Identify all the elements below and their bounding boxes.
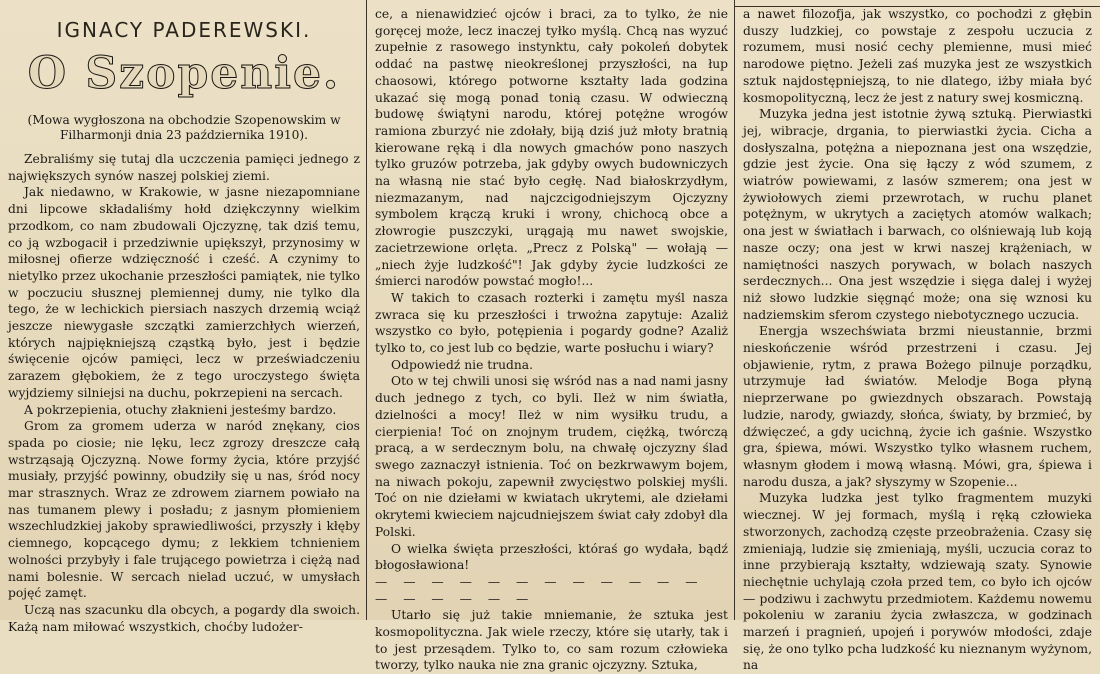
article-title: O Szopenie. (27, 48, 341, 99)
paragraph: Grom za gromem uderza w naród znękany, cios spada po ciosie; nie lęku, lecz zgrozy dreszcze całą wstrząsają Ojczyzną. Nowe formy życia, które przyjść musiały, przyjść powinny, obudziły się u nas, śród nocy mar strasznych. Wraz ze zdrowem ziarnem powiało na nas tumanem plewy i posładu; z jasnym płomieniem wszechludzkiej jakoby sprawiedliwości, przyszły i kłęby ciemnego, kopcącego dymu; z lekkiem tchnieniem wolności przybyły i fale trującego powietrza i ciężą nad nami bolesnie. W sercach nielad uczuć, w umysłach pojęć zamęt. (8, 419, 360, 601)
paragraph: ce, a nienawidzieć ojców i braci, za to tylko, że nie goręcej może, lecz inaczej tyłko myślą. Chcą nas wyzuć zupełnie z rasowego instynktu, cały pokoleń dobytek oddać na pastwę nieokreślonej przyszłości, na łup chaosowi, którego potworne kształty lada godzina ukazać się mogą ponad tonią czasu. W odwieczną budowę świątyni narodu, której potężne wrogów ramiona zburzyć nie zdołały, biją dziś już młoty bratnią kierowane ręką i dla nowych gmachów pono naszych tylko gruzów potrzeba, jak gdyby owych budowniczych na własną nie stać było cegłę. Nad białoskrzydłym, niezmazanym, nad najczcigodniejszym Ojczyzny symbolem krączą kruki i wrony, chichocą obce a złowrogie puszczyki, urągają mu nawet swojskie, zacietrzewione orlęta. „Precz z Polską" — wołają — „niech żyje ludzkość"! Jak gdyby życie ludzkości ze śmierci narodów powstać mogło!... (375, 7, 728, 289)
paragraph: Zebraliśmy się tutaj dla uczczenia pamięci jednego z największych synów naszej polskiej ziemi. (8, 152, 360, 183)
author-name: IGNACY PADEREWSKI. (56, 18, 312, 42)
paragraph: a nawet filozofja, jak wszystko, co pochodzi z głębin duszy ludzkiej, co powstaje z zespołu uczucia z rozumem, musi nosić cechy plemienne, musi mieć narodowe piętno. Jeżeli zaś muzyka jest ze wszystkich sztuk najdostępniejszą, to nie dlatego, iżby miała być kosmopolityczną, lecz że jest z natury swej kosmiczną. (743, 7, 1092, 105)
paragraph: W takich to czasach rozterki i zamętu myśl nasza zwraca się ku przeszłości i trwożna zapytuje: Azaliż wszystko co było, potępienia i pogardy godne? Azaliż tylko to, co jest lub co będzie, warte posłuchu i wiary? (375, 290, 728, 356)
paragraph: Oto w tej chwili unosi się wśród nas a nad nami jasny duch jednego z tych, co byli. Ileż w nim światła, dzielności a mocy! Ileż w nim wysiłku trudu, a cierpienia! Toć on znojnym trudem, ciężką, twórczą pracą, a w serdecznym bolu, na chwałę ojczyzny ślad swego zaznaczył istnienia. Toć on bezkrwawym bojem, na niwach pokoju, zapewnił zwycięstwo polskiej myśli. Toć on nie dziełami w kwiatach ukrytemi, ale dziełami okrytemi kwieciem najcudniejszem świat cały zdobył dla Polski. (375, 374, 728, 539)
paragraph: A pokrzepienia, otuchy złaknieni jesteśmy bardzo. (24, 402, 337, 417)
paragraph: O wielka święta przeszłości, któraś go wydała, bądź błogosławiona! (375, 541, 728, 573)
paragraph: Muzyka ludzka jest tylko fragmentem muzyki wiecznej. W jej formach, myślą i ręką człowieka stworzonych, zachodzą częste przeobrażenia. Czasy się zmieniają, ludzie się zmieniają, myśli, uczucia coraz to inne przybierają kształty, wdziewają szaty. Synowie niechętnie uchylają czoła przed tem, co było ich ojców — podziwu i zachwytu przedmiotem. Każdemu nowemu pokoleniu w zaraniu życia zwłaszcza, w godzinach marzeń i pragnień, upojeń i porywów młodości, zdaje się, że ono tylko pcha ludzkość ku nieznanym wyżynom, na (743, 491, 1092, 673)
paragraph: Uczą nas szacunku dla obcych, a pogardy dla swoich. Każą nam miłować wszystkich, choćby ludożer- (8, 602, 360, 634)
column-2 (366, 0, 734, 673)
speech-note: (Mowa wygłoszona na obchodzie Szopenowskim w Filharmonji dnia 23 października 1910). (27, 113, 341, 142)
column-1 (0, 0, 366, 634)
section-separator: — — — — — — — — — — — — — — — — — — (375, 574, 704, 606)
paragraph: Muzyka jedna jest istotnie żywą sztuką. Pierwiastki jej, wibracje, drgania, to pierwiastki życia. Cicha a dosłyszalna, potężna a niepoznana jest ona wszędzie, gdzie jest życie. Ona się łączy z wód szumem, z wiatrów powiewami, z lasów szmerem; ona jest w żywiołowych ziemi przewrotach, w ruchu planet potężnym, w ukrytych a zaciętych atomów walkach; ona jest w światłach i barwach, co olśniewają lub koją nasze oczy; ona jest w krwi naszej krążeniach, w namiętności naszych porywach, w bolach naszych serdecznych... Ona jest wszędzie i sięga dalej i wyżej niż słowo ludzkie sięgnąć może; ona się wznosi ku nadziemskim sferom czystego niebotycznego uczucia. (743, 107, 1092, 322)
column-3 (734, 0, 1100, 673)
paragraph: Energja wszechświata brzmi nieustannie, brzmi nieskończenie wśród przestrzeni i czasu. Jej objawienie, rytm, z prawa Bożego pilnuje porządku, utrzymuje ład światów. Melodje Boga płyną nieprzerwane po gwiezdnych obszarach. Powstają ludzie, narody, gwiazdy, słońca, światy, by brzmieć, by dźwięczeć, a gdy ucichną, życie ich gaśnie. Wszystko gra, śpiewa, mówi. Wszystko tylko własnem ruchem, własnym głodem i mową własną. Mówi, gra, śpiewa i narodu dusza, a jak? słyszymy w Szopenie... (743, 324, 1092, 489)
paragraph: Odpowiedź nie trudna. (391, 357, 534, 372)
paragraph: Jak niedawno, w Krakowie, w jasne niezapomniane dni lipcowe składaliśmy hołd dziękczynny wielkim przodkom, co nam zbudowali Ojczyznę, tak dziś temu, co ją wzbogacił i przedziwnie upiększył, przynosimy w miłosnej ofierze wdzięczność i cześć. A czynimy to nietylko przez ukochanie przeszłości pamiątek, nie tylko w poczuciu słusznej plemiennej dumy, nie tylko dla tego, że w lechickich piersiach naszych drzemią wciąż jeszcze niewygasłe szczątki zamierzchłych wierzeń, których najpiękniejszą cząstką było, jest i będzie święcenie ojców pamięci, lecz w przeświadczeniu zarazem głębokiem, że z tego uroczystego święta wyjdziemy silniejsi na duchu, pokrzepieni na sercach. (8, 185, 360, 400)
paragraph: Utarło się już takie mniemanie, że sztuka jest kosmopolityczna. Jak wiele rzeczy, które się utarły, tak i to jest przesądem. Tylko to, co sam rozum człowieka tworzy, tylko nauka nie zna granic ojczyzny. Sztuka, (375, 608, 728, 673)
